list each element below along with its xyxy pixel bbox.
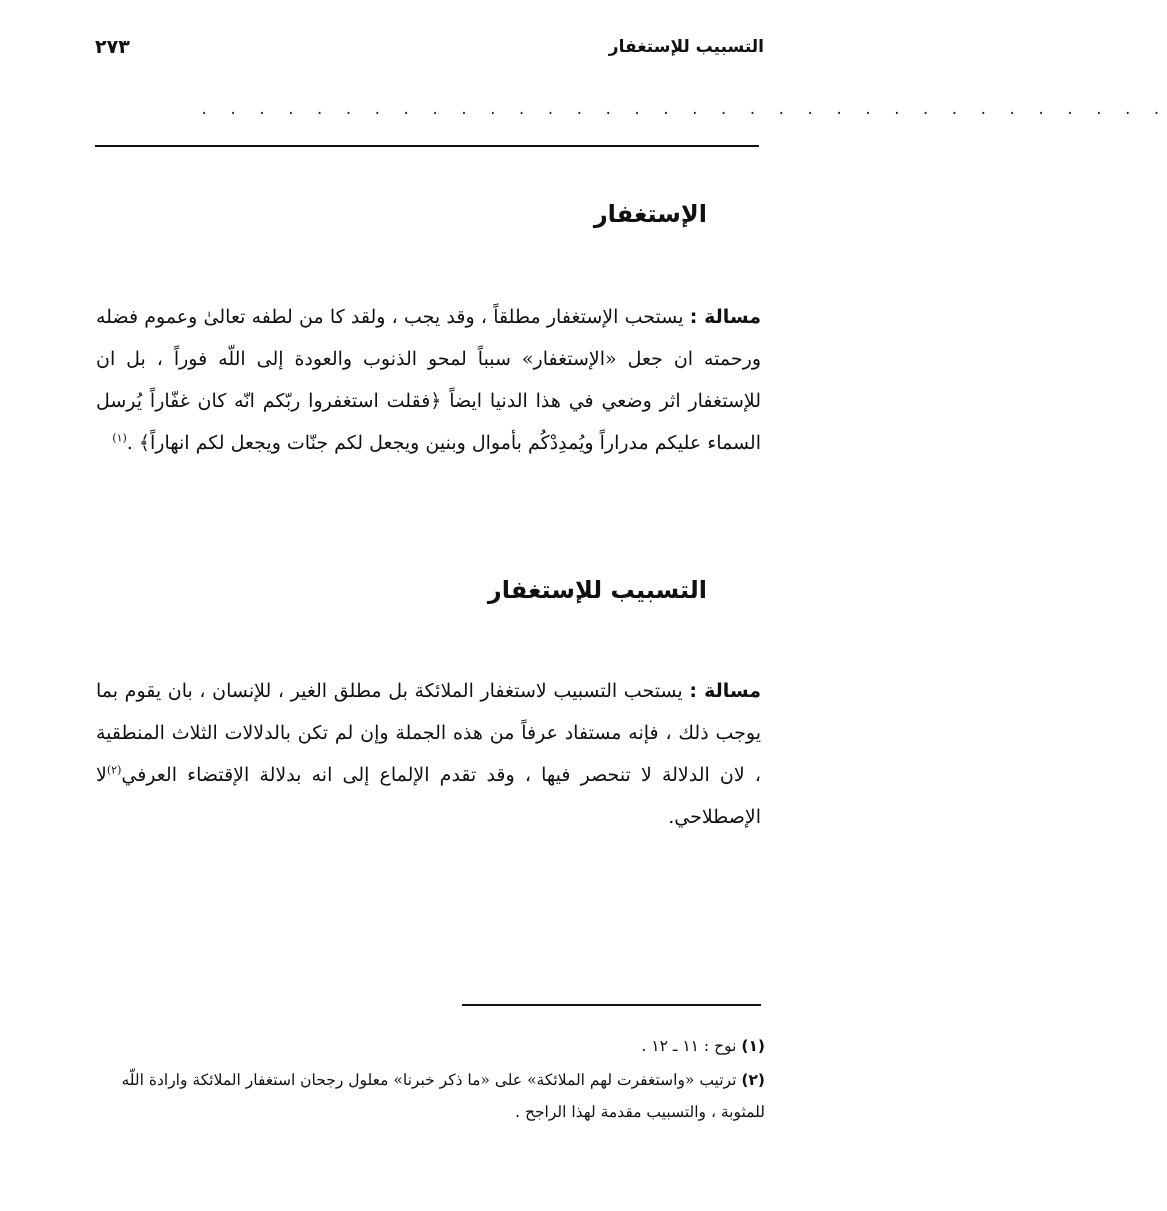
dotted-ornament: · · · · · · · · · · · · · · · · · · · · · · · · · · · · · · · · · · (200, 106, 1167, 122)
footnote-1 (96, 1030, 765, 1062)
footnote-ref-2[interactable]: (٢) (106, 763, 122, 777)
footnote-rule (462, 1004, 761, 1006)
issue-label: مسالة : (689, 680, 761, 702)
paragraph-text: يستحب الإستغفار مطلقاً ، وقد يجب ، ولقد كا من لطفه تعالىٰ وعموم فضله ورحمته ان جعل «الإستغفار» سبباً لمحو الذنوب والعودة إلى اللّه فوراً ، بل ان للإستغفار اثر وضعي في هذا الدنيا ايضاً ﴿فقلت استغفروا ربّكم انّه كان غفّاراً يُرسل السماء عليكم مدراراً ويُمدِدْكُم بأموال وبنين ويجعل لكم جنّات ويجعل لكم انهاراً﴾ . (96, 306, 761, 454)
footnote-2 (96, 1064, 765, 1128)
issue-label: مسالة : (689, 306, 761, 328)
paragraph-text: يستحب التسبيب لاستغفار الملائكة بل مطلق الغير ، للإنسان ، بان يقوم بما يوجب ذلك ، فإنه مستفاد عرفاً من هذه الجملة وإن لم تكن بالدلالات الثلاث المنطقية ، لان الدلالة لا تنحصر فيها ، وقد تقدم الإلماع إلى انه بدلالة الإقتضاء العرفي (96, 680, 761, 786)
paragraph-text-tail: لا الإصطلاحي. (96, 764, 761, 828)
running-title: التسبيب للإستغفار (608, 37, 764, 57)
footnote-text: ترتيب «واستغفرت لهم الملائكة» على «ما ذكر خبرنا» معلول رجحان استغفار الملائكة وارادة اللّه للمثوبة ، والتسبيب مقدمة لهذا الراجح . (121, 1071, 765, 1121)
header-rule (95, 145, 759, 147)
section-paragraph-istighfar (96, 296, 761, 464)
section-paragraph-tasbib (96, 670, 761, 838)
section-heading-istighfar: الإستغفار (593, 200, 707, 228)
page-number: ٢٧٣ (95, 36, 130, 58)
footnote-number: (٢) (741, 1071, 765, 1089)
section-heading-tasbib: التسبيب للإستغفار (487, 576, 707, 604)
running-header (95, 32, 764, 62)
footnote-ref-1[interactable]: (١) (112, 431, 127, 445)
footnote-number: (١) (741, 1037, 765, 1055)
footnotes (96, 1030, 765, 1128)
footnote-text: نوح : ١١ ـ ١٢ . (641, 1037, 742, 1055)
